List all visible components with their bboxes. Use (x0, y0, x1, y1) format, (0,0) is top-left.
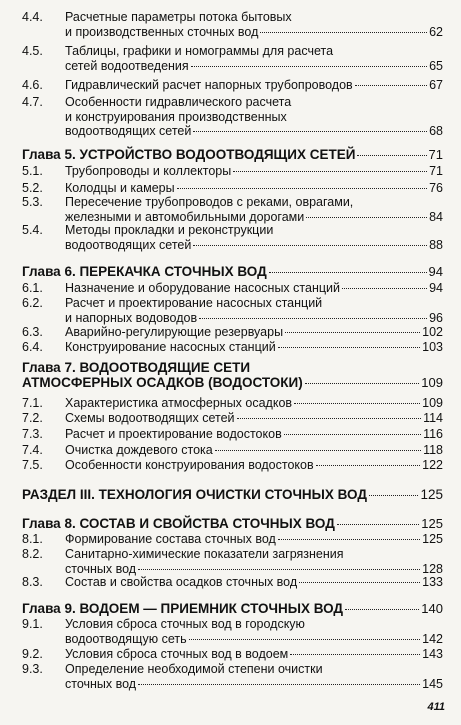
toc-page-number: 125 (421, 516, 443, 531)
dot-leader (357, 155, 426, 156)
toc-entry-title: Условия сброса сточных вод в городскую (65, 617, 305, 631)
toc-page-number: 125 (422, 532, 443, 546)
dot-leader (191, 66, 427, 67)
toc-entry-number: 7.4. (22, 443, 43, 457)
toc-entry-title: и производственных сточных вод (65, 24, 259, 39)
page-number: 411 (427, 701, 445, 713)
toc-entry-title: Санитарно-химические показатели загрязнения (65, 547, 344, 561)
dot-leader (278, 347, 420, 348)
toc-entry-title: Схемы водоотводящих сетей (65, 411, 235, 425)
toc-entry-title: Особенности конструирования водостоков (65, 458, 314, 472)
toc-entry-title: Пересечение трубопроводов с реками, оврагами, (65, 195, 354, 209)
toc-page-number: 109 (422, 396, 443, 410)
toc-entry-title: Расчетные параметры потока бытовых (65, 10, 292, 24)
toc-entry-title: водоотводящих сетей (65, 237, 192, 252)
toc-entry-title: Таблицы, графики и номограммы для расчета (65, 44, 334, 58)
toc-entry-number: 4.5. (22, 44, 43, 58)
toc-entry-number: 9.2. (22, 647, 43, 661)
dot-leader (337, 524, 419, 525)
dot-leader (278, 539, 420, 540)
toc-entry-number: 5.1. (22, 164, 43, 178)
toc-page-number: 142 (422, 631, 443, 646)
toc-entry-number: 5.2. (22, 181, 43, 195)
dot-leader (189, 639, 421, 640)
toc-entry-number: 4.6. (22, 78, 43, 92)
toc-page-number: 67 (429, 78, 443, 92)
toc-entry-title: Аварийно-регулирующие резервуары (65, 325, 284, 339)
toc-entry-title: сточных вод (65, 561, 137, 576)
toc-entry-title: и конструирования производственных (65, 109, 287, 124)
toc-page-number: 94 (429, 281, 443, 295)
toc-page-number: 84 (429, 209, 443, 224)
toc-entry-title: сточных вод (65, 676, 137, 691)
toc-entry-title: водоотводящую сеть (65, 631, 187, 646)
toc-entry-number: 5.3. (22, 195, 43, 209)
dot-leader (199, 318, 427, 319)
toc-entry-title: Особенности гидравлического расчета (65, 95, 292, 109)
toc-entry-title: Глава 8. СОСТАВ И СВОЙСТВА СТОЧНЫХ ВОД (22, 516, 335, 531)
toc-page-number: 94 (428, 264, 443, 279)
toc-entry-title: Глава 9. ВОДОЕМ — ПРИЕМНИК СТОЧНЫХ ВОД (22, 601, 344, 616)
toc-entry-title: Конструирование насосных станций (65, 340, 276, 354)
dot-leader (260, 32, 427, 33)
toc-entry-title: водоотводящих сетей (65, 124, 192, 138)
toc-entry-number: 5.4. (22, 223, 43, 237)
dot-leader (299, 582, 420, 583)
toc-page-number: 114 (423, 411, 443, 425)
toc-page-number: 143 (422, 647, 443, 661)
toc-entry-title: железными и автомобильными дорогами (65, 209, 305, 224)
toc-entry-number: 4.7. (22, 95, 43, 109)
toc-page-number: 116 (423, 427, 443, 441)
toc-entry-title: Определение необходимой степени очистки (65, 662, 323, 676)
toc-page-number: 96 (429, 310, 443, 325)
toc-entry-title: Назначение и оборудование насосных станций (65, 281, 340, 295)
dot-leader (284, 434, 421, 435)
toc-entry-number: 9.3. (22, 662, 43, 676)
dot-leader (215, 450, 421, 451)
toc-page-number: 71 (428, 147, 443, 162)
dot-leader (369, 495, 418, 496)
dot-leader (237, 418, 422, 419)
toc-page-number: 68 (429, 124, 443, 138)
dot-leader (285, 332, 420, 333)
toc-entry-title: сетей водоотведения (65, 58, 189, 73)
toc-page-number: 145 (422, 676, 443, 691)
toc-entry-title: Гидравлический расчет напорных трубопроводов (65, 78, 353, 92)
toc-page-number: 102 (422, 325, 443, 339)
toc-page-number: 109 (421, 374, 443, 390)
toc-entry-title: Глава 7. ВОДООТВОДЯЩИЕ СЕТИ (22, 360, 251, 375)
toc-entry-title: АТМОСФЕРНЫХ ОСАДКОВ (ВОДОСТОКИ) (22, 374, 303, 390)
toc-page-number: 88 (429, 237, 443, 252)
dot-leader (138, 569, 420, 570)
toc-page-number: 103 (422, 340, 443, 354)
toc-entry-title: Трубопроводы и коллекторы (65, 164, 232, 178)
dot-leader (193, 131, 427, 132)
dot-leader (305, 383, 420, 384)
toc-page-number: 122 (422, 458, 443, 472)
dot-leader (177, 188, 427, 189)
dot-leader (290, 654, 420, 655)
toc-entry-title: Глава 5. УСТРОЙСТВО ВОДООТВОДЯЩИХ СЕТЕЙ (22, 147, 356, 162)
toc-entry-number: 8.3. (22, 575, 43, 589)
dot-leader (342, 288, 427, 289)
toc-entry-title: РАЗДЕЛ III. ТЕХНОЛОГИЯ ОЧИСТКИ СТОЧНЫХ ВОД (22, 487, 368, 502)
toc-entry-number: 6.4. (22, 340, 43, 354)
toc-entry-number: 6.3. (22, 325, 43, 339)
dot-leader (345, 609, 419, 610)
toc-page-number: 65 (429, 58, 443, 73)
toc-entry-title: Формирование состава сточных вод (65, 532, 276, 546)
toc-entry-title: Расчет и проектирование водостоков (65, 427, 282, 441)
toc-page-number: 128 (422, 561, 443, 576)
toc-entry-title: Характеристика атмосферных осадков (65, 396, 293, 410)
toc-page-number: 133 (422, 575, 443, 589)
toc-entry-title: Колодцы и камеры (65, 181, 175, 195)
toc-entry-title: Состав и свойства осадков сточных вод (65, 575, 298, 589)
dot-leader (306, 217, 427, 218)
dot-leader (294, 403, 420, 404)
toc-entry-number: 7.2. (22, 411, 43, 425)
toc-entry-title: Методы прокладки и реконструкции (65, 223, 274, 237)
toc-page-number: 125 (420, 487, 443, 502)
dot-leader (269, 272, 427, 273)
toc-entry-number: 6.1. (22, 281, 43, 295)
toc-entry-number: 8.2. (22, 547, 43, 561)
toc-entry-number: 7.1. (22, 396, 43, 410)
toc-entry-title: и напорных водоводов (65, 310, 198, 325)
dot-leader (138, 684, 420, 685)
toc-entry-title: Условия сброса сточных вод в водоем (65, 647, 289, 661)
toc-page-number: 140 (421, 601, 443, 616)
dot-leader (355, 85, 427, 86)
toc-entry-number: 7.3. (22, 427, 43, 441)
toc-page-number: 62 (429, 24, 443, 39)
toc-entry-title: Очистка дождевого стока (65, 443, 213, 457)
toc-entry-number: 9.1. (22, 617, 43, 631)
toc-entry-title: Расчет и проектирование насосных станций (65, 296, 323, 310)
toc-page-number: 71 (429, 164, 443, 178)
toc-page-number: 118 (423, 443, 443, 457)
dot-leader (316, 465, 421, 466)
toc-page-number: 76 (429, 181, 443, 195)
toc-entry-number: 4.4. (22, 10, 43, 24)
toc-entry-number: 8.1. (22, 532, 43, 546)
dot-leader (233, 171, 427, 172)
toc-entry-number: 6.2. (22, 296, 43, 310)
toc-entry-title: Глава 6. ПЕРЕКАЧКА СТОЧНЫХ ВОД (22, 264, 267, 279)
toc-entry-number: 7.5. (22, 458, 43, 472)
dot-leader (193, 245, 427, 246)
